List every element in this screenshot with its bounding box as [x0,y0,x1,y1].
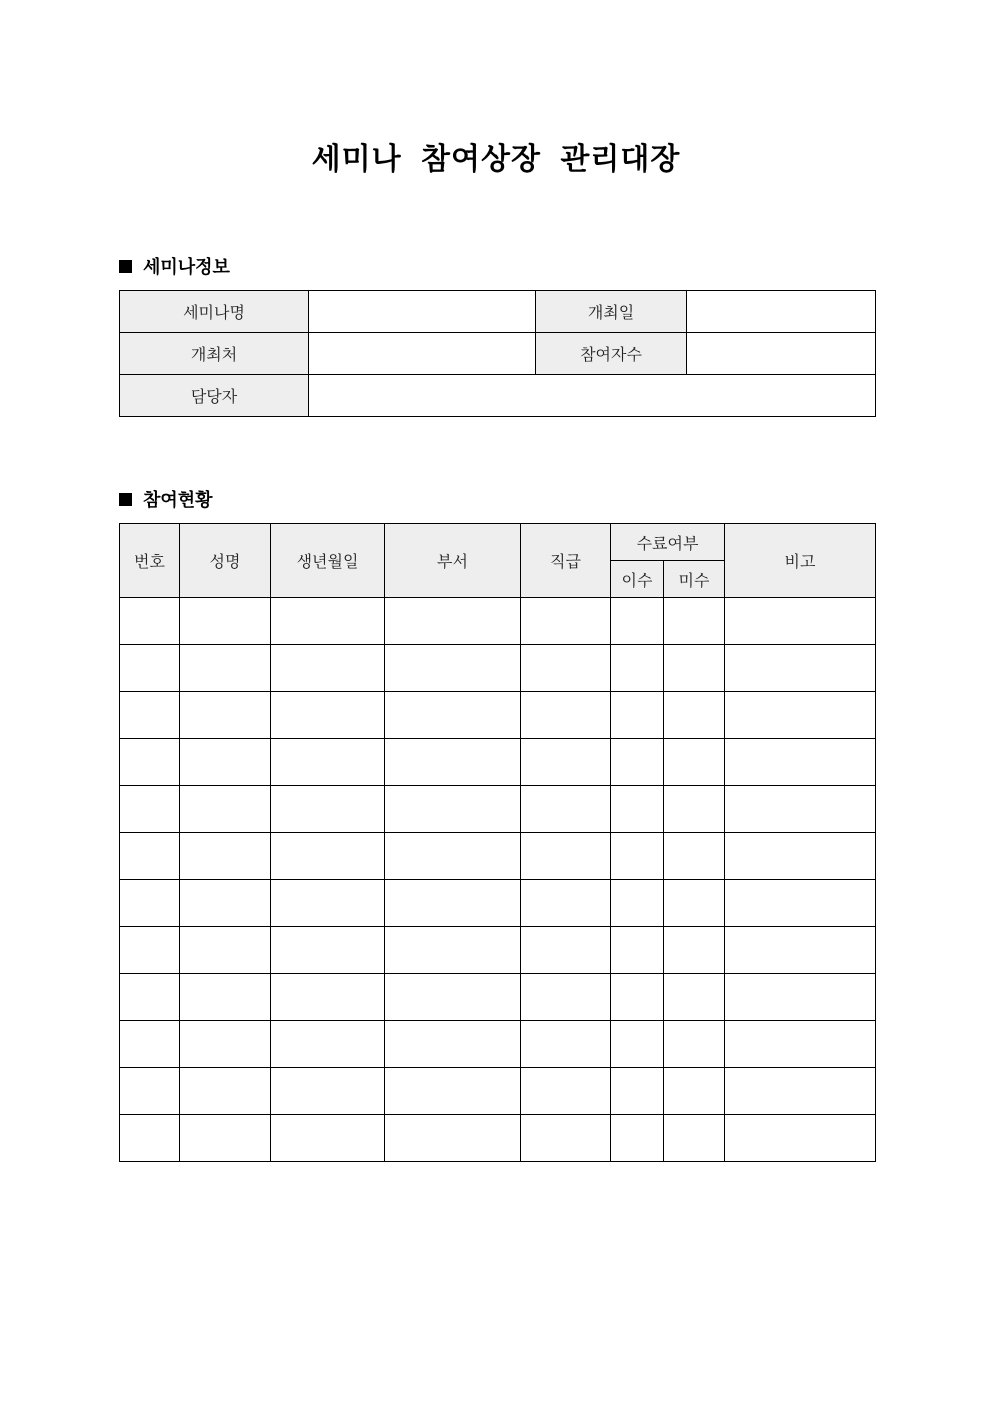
cell-rank[interactable] [521,692,611,739]
cell-number[interactable] [120,880,180,927]
cell-not-completed[interactable] [664,927,725,974]
cell-not-completed[interactable] [664,1021,725,1068]
cell-not-completed[interactable] [664,1068,725,1115]
cell-rank[interactable] [521,833,611,880]
cell-department[interactable] [385,692,521,739]
cell-name[interactable] [180,739,271,786]
cell-completed[interactable] [611,786,664,833]
cell-rank[interactable] [521,1115,611,1162]
cell-birthdate[interactable] [271,833,385,880]
cell-name[interactable] [180,1021,271,1068]
col-header-not-completed: 미수 [664,561,725,598]
cell-department[interactable] [385,1068,521,1115]
cell-note[interactable] [725,880,876,927]
cell-completed[interactable] [611,1068,664,1115]
seminar-info-table [119,290,876,417]
document-title: 세미나 참여상장 관리대장 [311,142,681,177]
col-header-department: 부서 [385,524,521,598]
col-header-name: 성명 [180,524,271,598]
cell-not-completed[interactable] [664,1115,725,1162]
cell-rank[interactable] [521,974,611,1021]
col-header-rank: 직급 [521,524,611,598]
table-row [120,1021,876,1068]
cell-rank[interactable] [521,880,611,927]
seminar-info-heading [119,253,230,279]
cell-rank[interactable] [521,598,611,645]
cell-department[interactable] [385,1115,521,1162]
cell-number[interactable] [120,927,180,974]
cell-note[interactable] [725,739,876,786]
cell-note[interactable] [725,1068,876,1115]
table-row [120,598,876,645]
participation-heading-text: 참여현황 [143,490,213,511]
seminar-date-field[interactable] [687,291,876,333]
table-row [120,927,876,974]
cell-birthdate[interactable] [271,880,385,927]
cell-name[interactable] [180,598,271,645]
seminar-venue-field[interactable] [309,333,536,375]
cell-note[interactable] [725,927,876,974]
cell-not-completed[interactable] [664,833,725,880]
cell-rank[interactable] [521,786,611,833]
cell-birthdate[interactable] [271,1115,385,1162]
participation-table-body [120,598,876,1162]
cell-birthdate[interactable] [271,739,385,786]
cell-birthdate[interactable] [271,598,385,645]
manager-field[interactable] [309,375,876,417]
cell-number[interactable] [120,1021,180,1068]
cell-rank[interactable] [521,739,611,786]
cell-number[interactable] [120,739,180,786]
cell-birthdate[interactable] [271,645,385,692]
cell-completed[interactable] [611,1115,664,1162]
table-row [120,786,876,833]
cell-number[interactable] [120,974,180,1021]
cell-name[interactable] [180,786,271,833]
cell-note[interactable] [725,1021,876,1068]
seminar-date-label: 개최일 [536,291,687,333]
cell-completed[interactable] [611,833,664,880]
cell-birthdate[interactable] [271,927,385,974]
cell-completed[interactable] [611,974,664,1021]
cell-name[interactable] [180,1115,271,1162]
cell-note[interactable] [725,598,876,645]
cell-name[interactable] [180,833,271,880]
cell-note[interactable] [725,786,876,833]
cell-completed[interactable] [611,880,664,927]
cell-birthdate[interactable] [271,1021,385,1068]
cell-note[interactable] [725,833,876,880]
table-row [120,692,876,739]
cell-note[interactable] [725,692,876,739]
cell-completed[interactable] [611,1021,664,1068]
col-header-completion: 수료여부 [611,524,725,561]
manager-label: 담당자 [120,375,309,417]
cell-name[interactable] [180,974,271,1021]
cell-department[interactable] [385,880,521,927]
seminar-info-row [120,291,876,333]
seminar-name-label: 세미나명 [120,291,309,333]
cell-number[interactable] [120,786,180,833]
cell-not-completed[interactable] [664,739,725,786]
seminar-info-row [120,333,876,375]
seminar-name-field[interactable] [309,291,536,333]
cell-number[interactable] [120,692,180,739]
cell-name[interactable] [180,927,271,974]
participant-count-label: 참여자수 [536,333,687,375]
cell-department[interactable] [385,833,521,880]
cell-completed[interactable] [611,927,664,974]
cell-number[interactable] [120,1068,180,1115]
participant-count-field[interactable] [687,333,876,375]
cell-note[interactable] [725,645,876,692]
cell-completed[interactable] [611,692,664,739]
cell-department[interactable] [385,1021,521,1068]
cell-birthdate[interactable] [271,1068,385,1115]
cell-number[interactable] [120,598,180,645]
cell-not-completed[interactable] [664,880,725,927]
table-row [120,974,876,1021]
cell-completed[interactable] [611,645,664,692]
col-header-birthdate: 생년월일 [271,524,385,598]
cell-number[interactable] [120,645,180,692]
seminar-info-heading-text: 세미나정보 [143,257,230,278]
cell-name[interactable] [180,692,271,739]
cell-number[interactable] [120,833,180,880]
cell-department[interactable] [385,739,521,786]
cell-name[interactable] [180,1068,271,1115]
square-bullet-icon [119,493,132,506]
cell-note[interactable] [725,974,876,1021]
cell-rank[interactable] [521,1068,611,1115]
cell-rank[interactable] [521,927,611,974]
cell-birthdate[interactable] [271,786,385,833]
square-bullet-icon [119,260,132,273]
participation-table [119,523,876,1162]
cell-department[interactable] [385,645,521,692]
cell-birthdate[interactable] [271,692,385,739]
participation-heading [119,486,213,512]
cell-completed[interactable] [611,739,664,786]
table-row [120,739,876,786]
col-header-note: 비고 [725,524,876,598]
cell-birthdate[interactable] [271,974,385,1021]
cell-not-completed[interactable] [664,645,725,692]
table-row [120,880,876,927]
col-header-number: 번호 [120,524,180,598]
table-header-row [120,524,876,561]
seminar-info-row [120,375,876,417]
cell-name[interactable] [180,645,271,692]
table-row [120,1115,876,1162]
table-row [120,1068,876,1115]
col-header-completed: 이수 [611,561,664,598]
cell-department[interactable] [385,927,521,974]
table-row [120,645,876,692]
cell-department[interactable] [385,598,521,645]
cell-not-completed[interactable] [664,974,725,1021]
cell-rank[interactable] [521,1021,611,1068]
seminar-venue-label: 개최처 [120,333,309,375]
cell-department[interactable] [385,974,521,1021]
table-row [120,833,876,880]
cell-rank[interactable] [521,645,611,692]
cell-not-completed[interactable] [664,598,725,645]
cell-not-completed[interactable] [664,786,725,833]
cell-completed[interactable] [611,598,664,645]
cell-note[interactable] [725,1115,876,1162]
cell-not-completed[interactable] [664,692,725,739]
cell-number[interactable] [120,1115,180,1162]
cell-department[interactable] [385,786,521,833]
cell-name[interactable] [180,880,271,927]
